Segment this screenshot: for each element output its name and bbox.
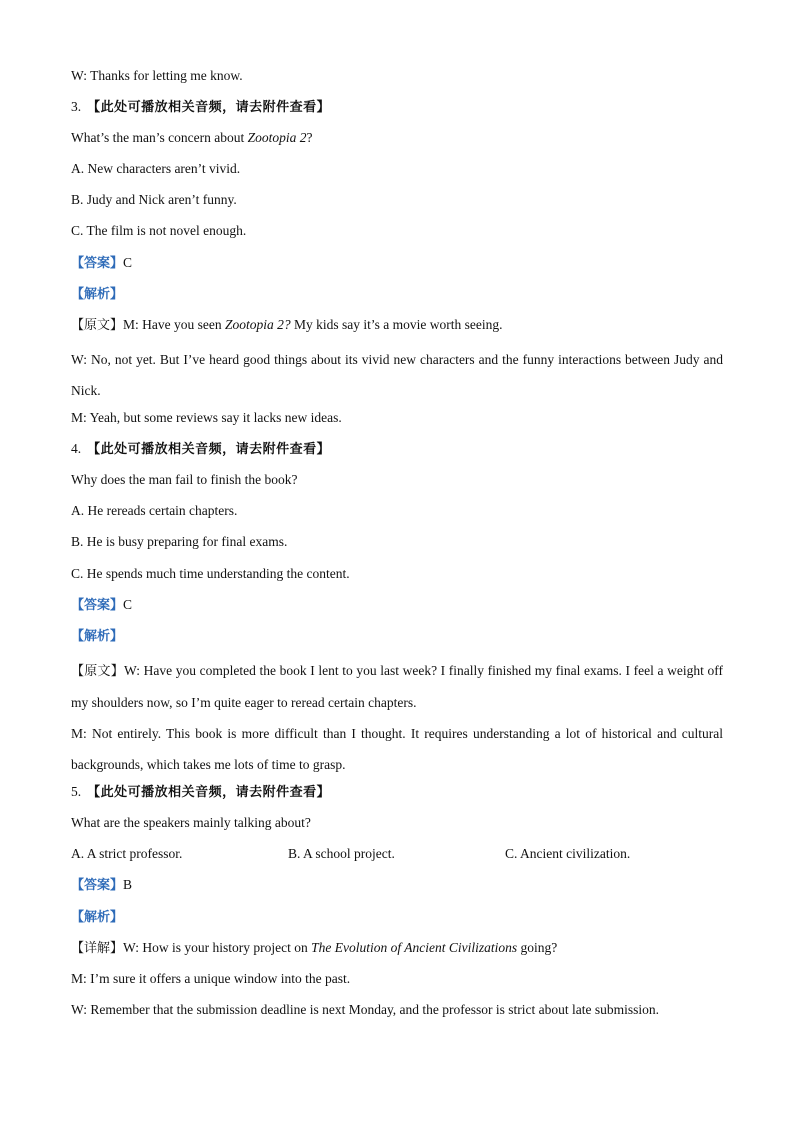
q3-answer xyxy=(71,251,723,282)
q4-stem: Why does the man fail to finish the book? xyxy=(71,472,298,488)
q3-t1-before: M: Have you seen xyxy=(123,316,225,332)
q3-stem-before: What’s the man’s concern about xyxy=(71,130,248,146)
q3-audio-placeholder: 【此处可播放相关音频，请去附件查看】 xyxy=(87,100,331,116)
q3-option-a: A. New characters aren’t vivid. xyxy=(71,161,241,177)
q3-transcript-3: M: Yeah, but some reviews say it lacks new ideas. xyxy=(71,410,342,426)
answer-label: 【答案】 xyxy=(71,255,124,271)
q4-transcript-2: M: Not entirely. This book is more difficult than I thought. It requires understanding a lot of historical and cultural backgrounds, which takes me lots of time to grasp. xyxy=(71,725,723,773)
analysis-label: 【解析】 xyxy=(71,286,124,302)
q4-t1-text: W: Have you completed the book I lent to you last week? I finally finished my final exams. I feel a weight off my shoulders now, so I’m quite eager to reread certain chapters. xyxy=(71,662,723,710)
q5-header xyxy=(71,780,723,811)
q5-t1-title: The Evolution of Ancient Civilizations xyxy=(311,939,518,955)
q5-stem: What are the speakers mainly talking about? xyxy=(71,815,311,831)
q3-option-b: B. Judy and Nick aren’t funny. xyxy=(71,192,237,208)
q3-number: 3. xyxy=(71,99,82,115)
q3-stem-after: ? xyxy=(306,130,313,146)
q3-header xyxy=(71,95,723,126)
yuanwen-label: 【原文】 xyxy=(71,663,125,679)
q5-answer-value: B xyxy=(123,877,133,893)
q3-answer-value: C xyxy=(123,254,133,270)
q5-t1-after: going? xyxy=(517,939,558,955)
q5-option-a: A. A strict professor. xyxy=(71,846,183,862)
q4-option-c: C. He spends much time understanding the content. xyxy=(71,565,350,581)
q3-t1-title: Zootopia 2? xyxy=(225,316,291,332)
q5-t1-before: W: How is your history project on xyxy=(123,939,312,955)
q3-analysis xyxy=(71,282,723,313)
q4-audio-placeholder: 【此处可播放相关音频，请去附件查看】 xyxy=(87,442,331,458)
q5-transcript-2: M: I’m sure it offers a unique window into the past. xyxy=(71,970,351,986)
q4-analysis xyxy=(71,624,723,655)
q5-options xyxy=(71,842,723,873)
q3-transcript-1 xyxy=(71,313,723,344)
analysis-label: 【解析】 xyxy=(71,909,124,925)
q3-stem-title: Zootopia 2 xyxy=(247,130,307,146)
q3-transcript-2: W: No, not yet. But I’ve heard good things about its vivid new characters and the funny interactions between Judy and Nick. xyxy=(71,351,723,398)
q4-header xyxy=(71,437,723,468)
q4-option-b: B. He is busy preparing for final exams. xyxy=(71,534,288,550)
analysis-label: 【解析】 xyxy=(71,628,124,644)
yuanwen-label: 【原文】 xyxy=(71,317,124,333)
document-page xyxy=(71,64,723,1029)
q4-answer-value: C xyxy=(123,596,133,612)
answer-label: 【答案】 xyxy=(71,597,124,613)
q5-option-c: C. Ancient civilization. xyxy=(505,846,631,862)
q3-option-c: C. The film is not novel enough. xyxy=(71,223,247,239)
q5-number: 5. xyxy=(71,784,82,800)
top-line: W: Thanks for letting me know. xyxy=(71,68,243,83)
q4-answer xyxy=(71,593,723,624)
q3-t1-after: My kids say it’s a movie worth seeing. xyxy=(290,316,503,332)
answer-label: 【答案】 xyxy=(71,878,124,894)
q3-stem xyxy=(71,126,723,157)
q4-number: 4. xyxy=(71,441,82,457)
q5-analysis xyxy=(71,905,723,936)
q4-transcript-1 xyxy=(71,655,723,718)
xiangjie-label: 【详解】 xyxy=(71,940,124,956)
q4-option-a: A. He rereads certain chapters. xyxy=(71,503,238,519)
q5-option-b: B. A school project. xyxy=(288,846,395,862)
q5-answer xyxy=(71,873,723,904)
q5-transcript-3: W: Remember that the submission deadline is next Monday, and the professor is strict about late submission. xyxy=(71,1001,660,1017)
q5-audio-placeholder: 【此处可播放相关音频，请去附件查看】 xyxy=(87,785,331,801)
q5-transcript-1 xyxy=(71,936,723,967)
